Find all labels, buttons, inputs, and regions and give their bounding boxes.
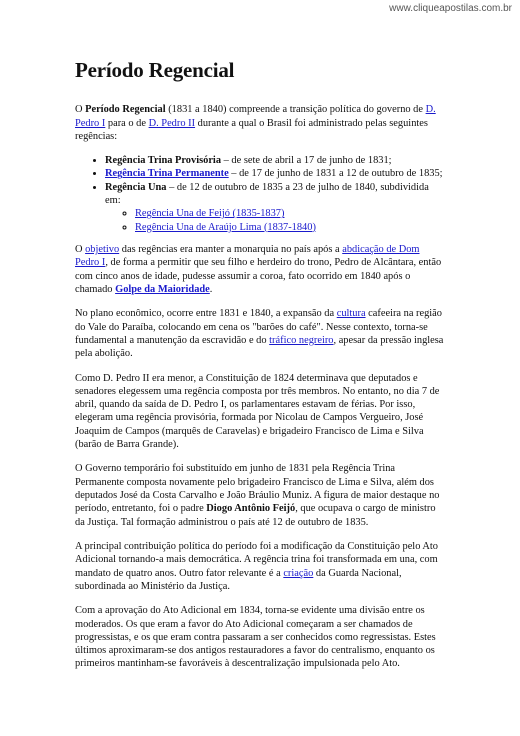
link-label: Golpe da Maioridade [115, 283, 210, 295]
link-regencia-trina-permanente[interactable] [105, 168, 229, 179]
link-trafico-negreiro[interactable]: tráfico negreiro [269, 334, 334, 346]
paragraph-constituicao: Como D. Pedro II era menor, a Constituição de 1824 determinava que deputados e senadores elegessem uma regência composta por três membros. No entanto, no dia 7 de abril, quando da saída de D. Pedro I, os parlamentares estavam de férias. Por isso, elegeram uma regência provisória, formada por Nicolau de Campos Vergueiro, José Joaquim de Campos (marquês de Caravelas) e brigadeiro Francisco de Lima e Silva (barão de Barra Grande). [75, 372, 440, 451]
bold-term: Diogo Antônio Feijó [206, 503, 296, 515]
paragraph-moderados: Com a aprovação do Ato Adicional em 1834, torna-se evidente uma divisão entre os moderados. Os que eram a favor do Ato Adicional começaram a ser chamados de progressistas, e os que eram contra passaram a ser conhecidos como regressistas. Estes últimos aproximaram-se dos antigos restauradores a favor do centralismo, enquanto os primeiros mantinham-se favoráveis à descentralização impulsionada pelo Ato. [75, 605, 436, 670]
text: , de forma a permitir que seu filho e herdeiro do trono, Pedro de Alcântara, então com cinco anos de idade, pudesse assumir a coroa, fato ocorrido em 1840 após o chamado [75, 257, 442, 295]
text: – de 17 de junho de 1831 a 12 de outubro de 1835; [228, 168, 443, 180]
link-objetivo[interactable]: objetivo [85, 244, 120, 255]
text: – de 12 de outubro de 1835 a 23 de julho de 1840, subdividida em: [105, 181, 429, 207]
text: O [75, 244, 86, 255]
text: , que ocupava o cargo de ministro da Justiça. Tal formação administrou o país até 12 de outubro de 1835. [75, 503, 436, 528]
page-title: Período Regencial [75, 58, 235, 82]
text: das regências era manter a monarquia no país após a [119, 244, 343, 255]
sub-list-item [135, 207, 445, 220]
paragraph-economia [75, 307, 445, 360]
text: durante a qual o Brasil foi administrado pelas seguintes regências: [75, 117, 428, 142]
document-page [75, 58, 445, 682]
paragraph-governo-temporario [75, 462, 445, 529]
link-criacao[interactable]: criação [283, 567, 314, 579]
link-d-pedro-ii[interactable]: D. Pedro II [148, 117, 196, 129]
text: cafeeira na região do Vale do Paraíba, colocando em cena os "barões do café". Nesse contexto, torna-se fundamental a manutenção da escravidão e do [75, 308, 442, 346]
intro-paragraph [75, 103, 445, 143]
list-item [105, 167, 445, 180]
link-label: Regência Trina Permanente [105, 168, 229, 180]
link-regencia-una-feijo[interactable]: Regência Una de Feijó (1835-1837) [135, 208, 285, 220]
paragraph-objetivo [75, 243, 445, 296]
bold-term: Regência Una [105, 181, 167, 193]
text: A principal contribuição política do período foi a modificação da Constituição pelo Ato Adicional tornando-a mais democrática. A regência trina foi transformada em una, com mandato de quatro anos. Outro fator relevante é a [75, 540, 438, 579]
text: – de sete de abril a 17 de junho de 1831; [221, 155, 392, 167]
text: da Guarda Nacional, subordinada ao Ministério da Justiça. [75, 567, 402, 592]
text: No plano econômico, ocorre entre 1831 e 1840, a expansão da [75, 308, 337, 320]
list-item [105, 181, 445, 234]
link-golpe-maioridade[interactable] [115, 284, 210, 295]
text: O [75, 104, 86, 116]
link-regencia-una-araujo-lima[interactable]: Regência Una de Araújo Lima (1837-1840) [135, 221, 316, 233]
sub-list [105, 207, 445, 234]
regencies-list [75, 154, 445, 234]
bold-term: Período Regencial [85, 104, 166, 116]
text: para o de [105, 117, 149, 129]
sub-list-item [135, 221, 445, 234]
link-cultura[interactable]: cultura [336, 308, 366, 320]
link-abdicacao[interactable]: abdicação de Dom Pedro I [75, 244, 420, 269]
paragraph-ato-adicional [75, 540, 445, 593]
site-url: www.cliqueapostilas.com.br [389, 3, 512, 14]
text: , apesar da pressão inglesa pela abolição. [75, 334, 444, 360]
list-item [105, 154, 445, 167]
text: . [209, 283, 213, 295]
link-d-pedro-i[interactable]: D. Pedro I [75, 104, 436, 129]
text: O Governo temporário foi substituído em junho de 1831 pela Regência Trina Permanente composta novamente pelo brigadeiro Francisco de Lima e Silva, além dos deputados José da Costa Carvalho e João Bráulio Muniz. A figura de maior destaque no período, entretanto, foi o padre [75, 463, 440, 515]
text: (1831 a 1840) compreende a transição política do governo de [165, 104, 426, 116]
bold-term: Regência Trina Provisória [105, 155, 222, 167]
